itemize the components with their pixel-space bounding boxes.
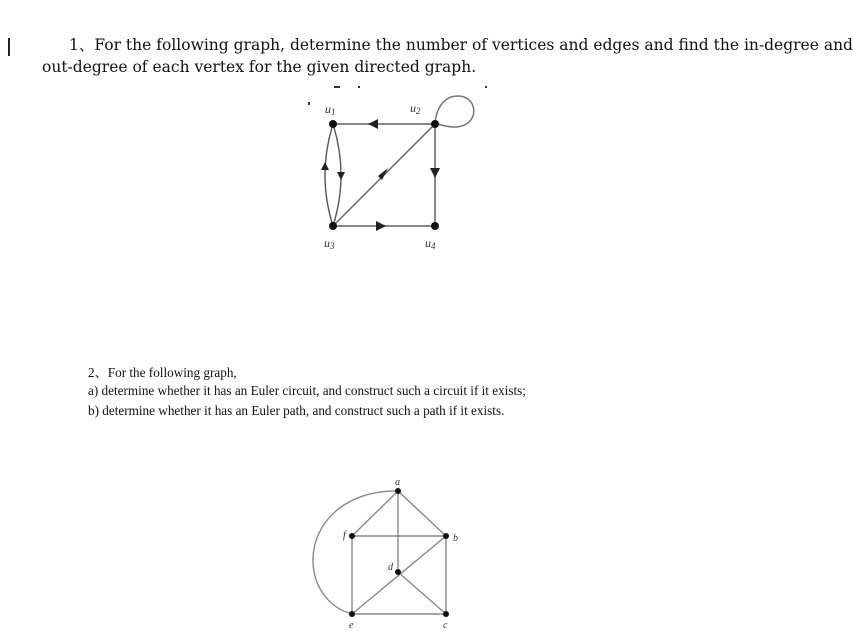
edge-a-e-arc xyxy=(313,491,398,614)
question-1-line-2: out-degree of each vertex for the given directed graph. xyxy=(42,58,477,76)
label-u4: u4 xyxy=(425,236,436,251)
label-b: b xyxy=(453,533,458,544)
label-f: f xyxy=(343,530,346,541)
vertex-b xyxy=(443,533,449,539)
vertex-d xyxy=(395,569,401,575)
edge-d-c xyxy=(398,572,446,614)
edge-a-b xyxy=(398,491,446,536)
label-d: d xyxy=(388,562,393,573)
label-c: c xyxy=(443,620,448,631)
question-1-line-1: 1、For the following graph, determine the number of vertices and edges and find the in-degree and xyxy=(69,36,853,54)
vertex-f xyxy=(349,533,355,539)
question-2-line-3: b) determine whether it has an Euler path, and construct such a path if it exists. xyxy=(88,403,505,418)
label-a: a xyxy=(395,477,400,488)
question-2-line-2: a) determine whether it has an Euler circuit, and construct such a circuit if it exists; xyxy=(88,383,526,398)
vertex-c xyxy=(443,611,449,617)
vertex-a xyxy=(395,488,401,494)
label-u1: u1 xyxy=(325,102,336,117)
question-2-line-1: 2、For the following graph, xyxy=(88,365,237,380)
vertex-e xyxy=(349,611,355,617)
label-u2: u2 xyxy=(410,101,421,116)
label-e: e xyxy=(349,620,354,631)
label-u3: u3 xyxy=(324,236,335,251)
